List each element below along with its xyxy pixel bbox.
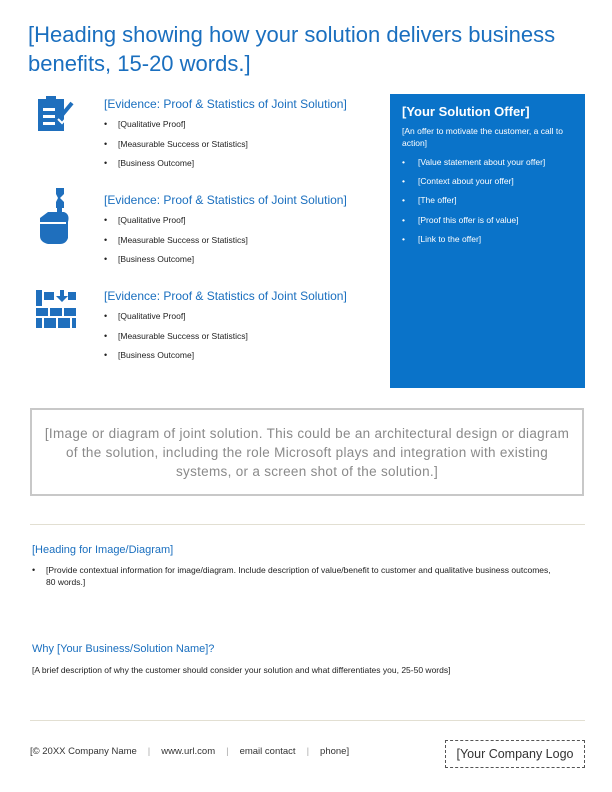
wrench-hand-icon — [34, 186, 74, 226]
solution-offer-panel — [390, 94, 585, 388]
divider — [30, 720, 585, 721]
page-heading: [Heading showing how your solution delivers business benefits, 15-20 words.] — [28, 22, 556, 76]
image-section-bullets — [32, 564, 562, 588]
offer-link[interactable]: • [Link to the offer] — [402, 233, 545, 252]
evidence-title: [Evidence: Proof & Statistics of Joint Solution] — [104, 193, 347, 207]
checklist-icon — [34, 94, 74, 134]
footer-url-link[interactable]: www.url.com — [161, 746, 216, 757]
list-item: • [Business Outcome] — [104, 157, 248, 177]
list-item: • [Qualitative Proof] — [104, 214, 248, 234]
footer-company: [© 20XX Company Name — [30, 746, 137, 757]
footer-separator: | — [147, 746, 151, 757]
list-item: • [Business Outcome] — [104, 253, 248, 273]
diagram-placeholder — [30, 408, 584, 496]
list-item: • [Value statement about your offer] — [402, 156, 545, 175]
evidence-title: [Evidence: Proof & Statistics of Joint Solution] — [104, 289, 347, 303]
footer-separator: | — [306, 746, 310, 757]
why-section-text: [A brief description of why the customer should consider your solution and what differentiates you, 25-50 words] — [32, 665, 451, 675]
footer-email-link[interactable]: email contact — [239, 746, 296, 757]
footer — [30, 746, 349, 757]
list-item: • [Provide contextual information for image/diagram. Include description of value/benefit to customer and qualitative business outcomes, 80 words.] — [32, 564, 562, 588]
evidence-title: [Evidence: Proof & Statistics of Joint Solution] — [104, 97, 347, 111]
list-item: • [Measurable Success or Statistics] — [104, 330, 248, 350]
footer-phone: phone] — [320, 746, 350, 757]
list-item: • [Context about your offer] — [402, 175, 545, 194]
offer-title: [Your Solution Offer] — [402, 104, 530, 119]
list-item: • [Measurable Success or Statistics] — [104, 234, 248, 254]
evidence-bullets — [104, 310, 248, 369]
list-item: • [Qualitative Proof] — [104, 118, 248, 138]
building-blocks-icon — [34, 288, 74, 328]
diagram-placeholder-text: [Image or diagram of joint solution. This could be an architectural design or diagram of the solution, including the role Microsoft plays and integration with existing systems, or a screen shot of the solution.] — [44, 425, 570, 479]
offer-list — [402, 156, 545, 252]
image-section-heading: [Heading for Image/Diagram] — [32, 544, 174, 556]
list-item: • [Qualitative Proof] — [104, 310, 248, 330]
list-item: • [Measurable Success or Statistics] — [104, 138, 248, 158]
why-section-heading: Why [Your Business/Solution Name]? — [32, 643, 215, 655]
evidence-bullets — [104, 214, 248, 273]
list-item: • [The offer] — [402, 194, 545, 213]
divider — [30, 524, 585, 525]
offer-call-to-action: [An offer to motivate the customer, a call to action] — [402, 126, 563, 148]
evidence-bullets — [104, 118, 248, 177]
company-logo-placeholder: [Your Company Logo — [445, 740, 585, 768]
list-item: • [Business Outcome] — [104, 349, 248, 369]
list-item: • [Proof this offer is of value] — [402, 214, 545, 233]
footer-separator: | — [226, 746, 229, 757]
